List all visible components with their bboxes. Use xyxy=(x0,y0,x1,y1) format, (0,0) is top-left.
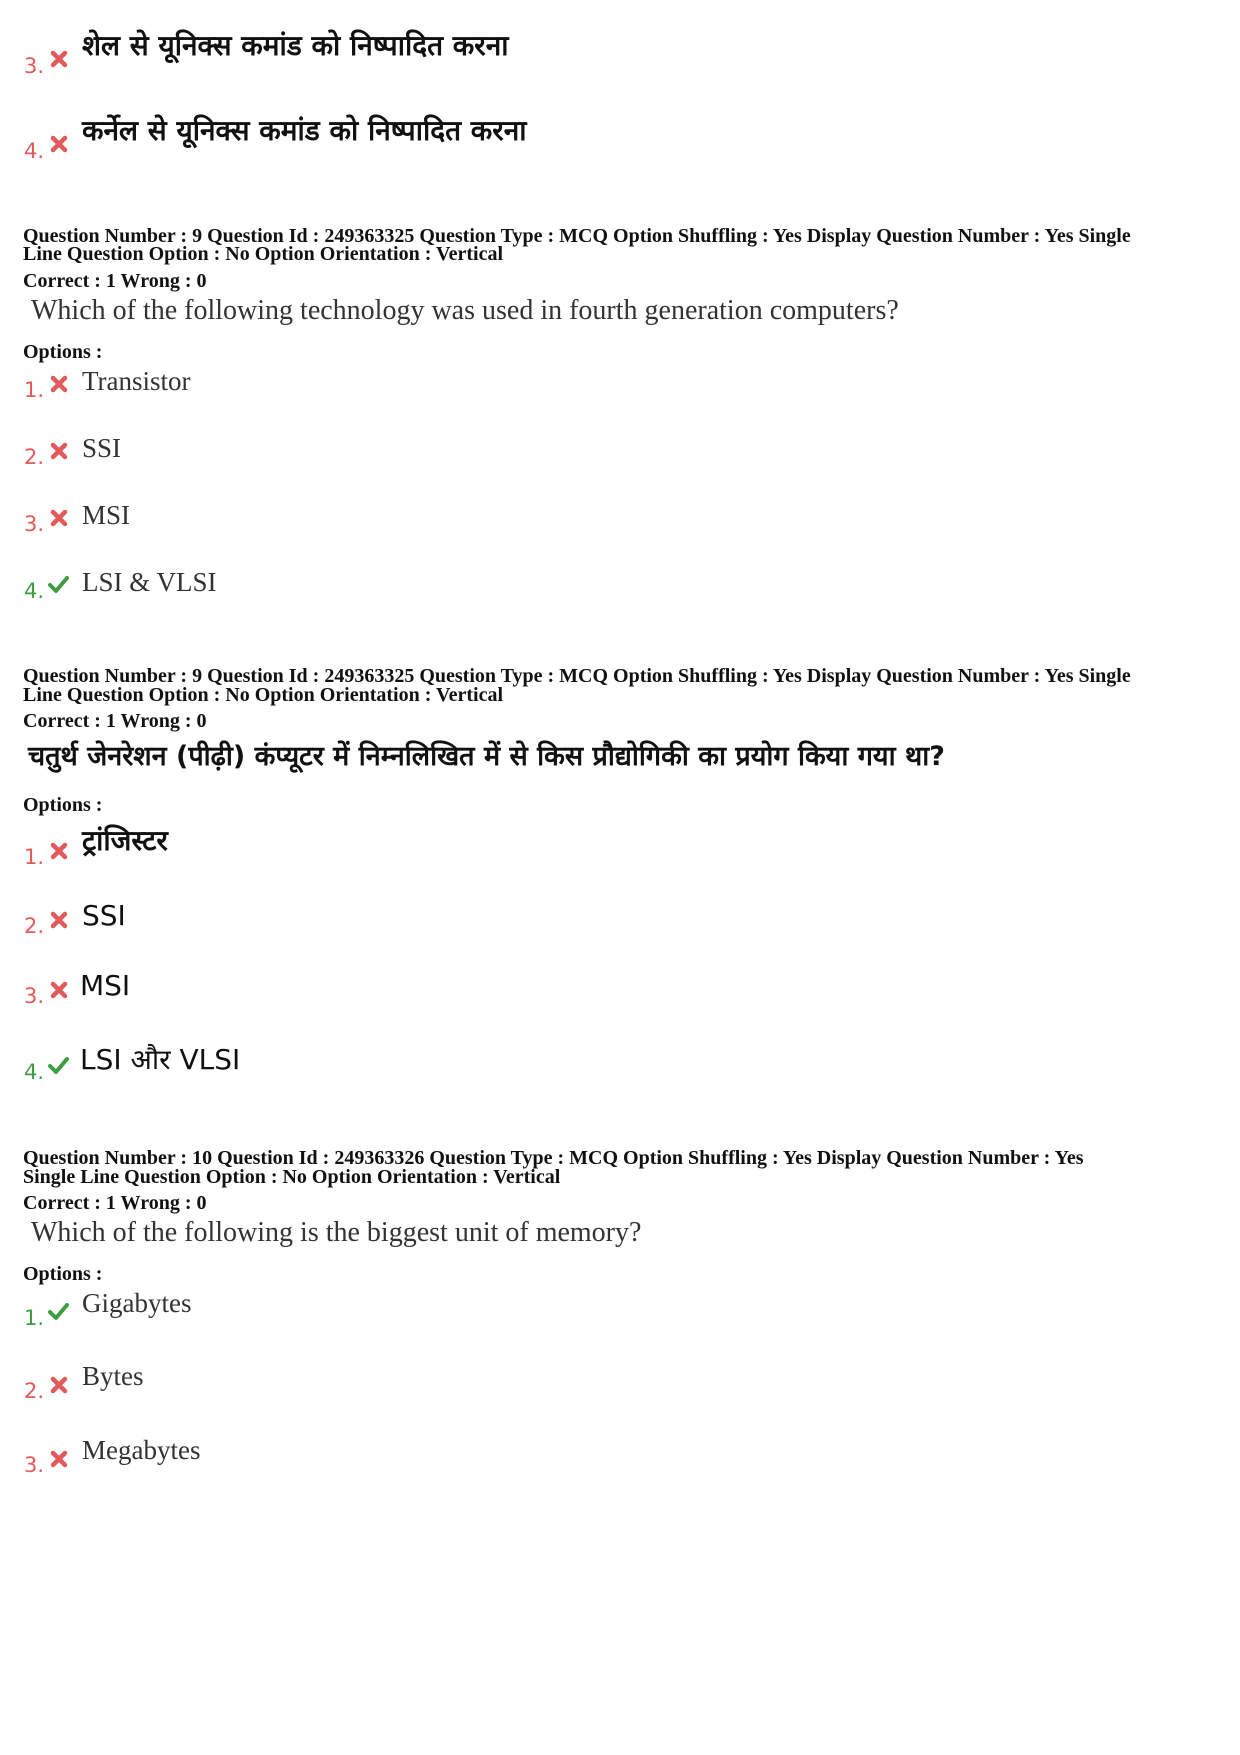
question-meta: Line Question Option : No Option Orientation : Vertical xyxy=(23,243,504,265)
check-icon xyxy=(47,573,69,595)
check-icon xyxy=(47,1300,69,1322)
option-text: MSI xyxy=(80,969,131,1002)
options-label: Options : xyxy=(23,794,103,816)
option-number: 3. xyxy=(24,1453,45,1477)
option-text: SSI xyxy=(82,899,126,932)
cross-icon xyxy=(48,1374,70,1396)
option-text: LSI & VLSI xyxy=(82,567,217,597)
option-number: 2. xyxy=(24,914,45,938)
option-text: Transistor xyxy=(82,366,191,396)
check-icon xyxy=(47,1054,69,1076)
question-meta: Question Number : 10 Question Id : 249363326 Question Type : MCQ Option Shuffling : Yes Display Question Number : Yes xyxy=(23,1147,1084,1169)
option-text: Megabytes xyxy=(82,1435,201,1465)
question-meta: Line Question Option : No Option Orientation : Vertical xyxy=(23,684,504,706)
option-text: Gigabytes xyxy=(82,1288,192,1318)
options-label: Options : xyxy=(23,1263,103,1285)
question-meta: Question Number : 9 Question Id : 249363325 Question Type : MCQ Option Shuffling : Yes Display Question Number : Yes Single xyxy=(23,665,1131,687)
question-marks: Correct : 1 Wrong : 0 xyxy=(23,270,207,292)
cross-icon xyxy=(48,840,70,862)
question-meta: Question Number : 9 Question Id : 249363325 Question Type : MCQ Option Shuffling : Yes Display Question Number : Yes Single xyxy=(23,225,1131,247)
option-text: LSI और VLSI xyxy=(80,1043,241,1076)
option-number: 4. xyxy=(24,1060,45,1084)
cross-icon xyxy=(48,979,70,1001)
option-text: MSI xyxy=(82,500,131,530)
cross-icon xyxy=(48,48,70,70)
question-text: चतुर्थ जेनरेशन (पीढ़ी) कंप्यूटर में निम्नलिखित में से किस प्रौद्योगिकी का प्रयोग किया गया था? xyxy=(28,741,945,772)
option-number: 3. xyxy=(24,512,45,536)
question-meta: Single Line Question Option : No Option Orientation : Vertical xyxy=(23,1166,561,1188)
cross-icon xyxy=(48,373,70,395)
option-number: 3. xyxy=(24,984,45,1008)
option-text: ट्रांजिस्टर xyxy=(82,824,168,857)
cross-icon xyxy=(48,440,70,462)
option-number: 1. xyxy=(24,1306,45,1330)
cross-icon xyxy=(48,909,70,931)
options-label: Options : xyxy=(23,341,103,363)
option-number: 4. xyxy=(24,579,45,603)
question-text: Which of the following technology was used in fourth generation computers? xyxy=(31,295,899,326)
option-number: 2. xyxy=(24,1379,45,1403)
cross-icon xyxy=(48,1448,70,1470)
option-number: 1. xyxy=(24,378,45,402)
option-number: 2. xyxy=(24,445,45,469)
question-marks: Correct : 1 Wrong : 0 xyxy=(23,1192,207,1214)
option-number: 1. xyxy=(24,845,45,869)
question-marks: Correct : 1 Wrong : 0 xyxy=(23,710,207,732)
option-number: 4. xyxy=(24,139,45,163)
option-text: SSI xyxy=(82,433,122,463)
question-text: Which of the following is the biggest unit of memory? xyxy=(31,1217,642,1248)
option-number: 3. xyxy=(24,54,45,78)
option-text: शेल से यूनिक्स कमांड को निष्पादित करना xyxy=(82,29,509,62)
option-text: कर्नेल से यूनिक्स कमांड को निष्पादित करना xyxy=(82,114,527,147)
cross-icon xyxy=(48,507,70,529)
option-text: Bytes xyxy=(82,1361,144,1391)
cross-icon xyxy=(48,133,70,155)
